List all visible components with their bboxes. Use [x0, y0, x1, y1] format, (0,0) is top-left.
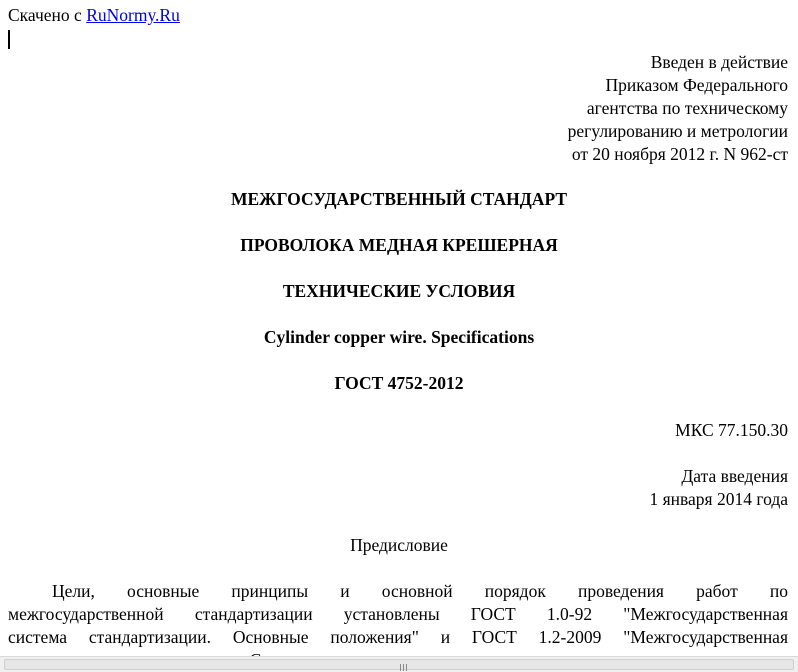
introduced-line-4: регулированию и метрологии: [567, 121, 788, 141]
mks-code: МКС 77.150.30: [675, 420, 788, 440]
date-intro-value: 1 января 2014 года: [649, 489, 788, 509]
introduced-line-2: Приказом Федерального: [605, 75, 788, 95]
standard-code: ГОСТ 4752-2012: [334, 373, 464, 393]
source-prefix: Скачено с: [8, 5, 82, 25]
foreword-line: система стандартизации. Основные положения" и ГОСТ 1.2-2009 "Межгосударственная: [8, 627, 788, 647]
date-intro-label: Дата введения: [681, 466, 788, 486]
standard-type-heading: МЕЖГОСУДАРСТВЕННЫЙ СТАНДАРТ: [230, 189, 568, 209]
introduced-line-3: агентства по техническому: [586, 98, 788, 118]
english-title: Cylinder copper wire. Specifications: [263, 327, 535, 347]
grip-icon: [399, 664, 409, 672]
introduced-line-5: от 20 ноября 2012 г. N 962-ст: [571, 144, 788, 164]
text-caret: [8, 30, 10, 49]
source-line: [8, 4, 180, 27]
foreword-heading: Предисловие: [350, 535, 448, 555]
foreword-line: межгосударственной стандартизации установлены ГОСТ 1.0-92 "Межгосударственная: [8, 604, 788, 624]
horizontal-scrollbar[interactable]: [0, 656, 798, 672]
source-link[interactable]: RuNormy.Ru: [86, 5, 180, 25]
document-title: ПРОВОЛОКА МЕДНАЯ КРЕШЕРНАЯ: [240, 235, 558, 255]
foreword-line: Цели, основные принципы и основной порядок проведения работ по: [52, 581, 788, 601]
introduced-line-1: Введен в действие: [650, 52, 788, 72]
document-subtitle: ТЕХНИЧЕСКИЕ УСЛОВИЯ: [282, 281, 516, 301]
scrollbar-thumb[interactable]: [4, 659, 794, 670]
